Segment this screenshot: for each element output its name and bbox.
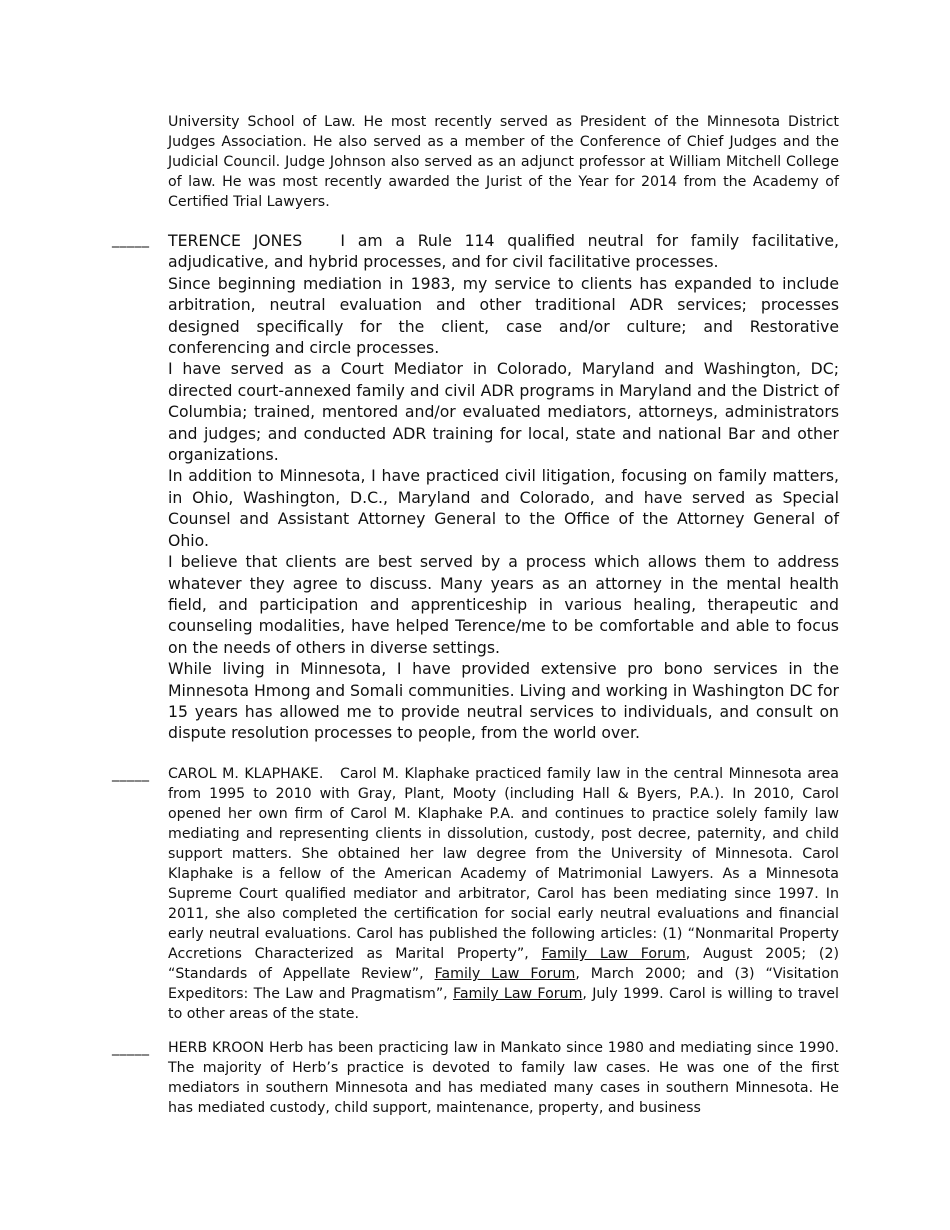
entry-name: HERB KROON <box>168 1040 265 1056</box>
entry-name: TERENCE JONES <box>168 231 303 250</box>
journal-title: Family Law Forum <box>452 986 583 1002</box>
entry-body <box>168 230 839 744</box>
entry-paragraph: While living in Minnesota, I have provided extensive pro bono services in the Minnesota Hmong and Somali communities. Living and working in Washington DC for 15 years has allowed me to provide neutral services to individuals, and consult on dispute resolution processes to people, from the world over. <box>168 659 839 743</box>
entry-body <box>168 1038 839 1118</box>
selection-blank: _____ <box>112 1040 150 1056</box>
journal-title: Family Law Forum <box>434 966 576 982</box>
entry-paragraph: HERB KROON Herb has been practicing law in Mankato since 1980 and mediating since 1990. The majority of Herb’s practice is devoted to family law cases. He was one of the first mediators in southern Minnesota and has mediated many cases in southern Minnesota. He has mediated custody, child support, maintenance, property, and business <box>168 1040 840 1116</box>
entry-paragraph: TERENCE JONES I am a Rule 114 qualified neutral for family facilitative, adjudicative, and hybrid processes, and for civil facilitative processes. <box>168 231 839 272</box>
entry-paragraph: I have served as a Court Mediator in Colorado, Maryland and Washington, DC; directed court-annexed family and civil ADR programs in Maryland and the District of Columbia; trained, mentored and/or evaluated mediators, attorneys, administrators and judges; and conducted ADR training for local, state and national Bar and other organizations. <box>168 359 839 465</box>
entry-body <box>168 764 839 1024</box>
entry-paragraph: I believe that clients are best served by a process which allows them to address whatever they agree to discuss. Many years as an attorney in the mental health field, and participation and apprenticeship in various healing, therapeutic and counseling modalities, have helped Terence/me to be comfortable and able to focus on the needs of others in diverse settings. <box>168 552 839 657</box>
intro-paragraph: University School of Law. He most recently served as President of the Minnesota District Judges Association. He also served as a member of the Conference of Chief Judges and the Judicial Council. Judge Johnson also served as an adjunct professor at William Mitchell College of law. He was most recently awarded the Jurist of the Year for 2014 from the Academy of Certified Trial Lawyers. <box>168 114 839 210</box>
entry-herb-kroon <box>112 1038 839 1118</box>
entry-paragraph: CAROL M. KLAPHAKE. Carol M. Klaphake practiced family law in the central Minnesota area from 1995 to 2010 with Gray, Plant, Mooty (including Hall & Byers, P.A.). In 2010, Carol opened her own firm of Carol M. Klaphake P.A. and continues to practice solely family law mediating and representing clients in dissolution, custody, post decree, paternity, and child support matters. She obtained her law degree from the University of Minnesota. Carol Klaphake is a fellow of the American Academy of Matrimonial Lawyers. As a Minnesota Supreme Court qualified mediator and arbitrator, Carol has been mediating since 1997. In 2011, she also completed the certification for social early neutral evaluations and financial early neutral evaluations. Carol has published the following articles: (1) “Nonmarital Property Accretions Characterized as Marital Property”, Family Law Forum, August 2005; (2) “Standards of Appellate Review”, Family Law Forum, March 2000; and (3) “Visitation Expeditors: The Law and Pragmatism”, Family Law Forum, July 1999. Carol is willing to travel to other areas of the state. <box>168 766 840 1022</box>
entry-paragraph: Since beginning mediation in 1983, my service to clients has expanded to include arbitration, neutral evaluation and other traditional ADR services; processes designed specifically for the client, case and/or culture; and Restorative conferencing and circle processes. <box>168 273 839 358</box>
entry-carol-klaphake <box>112 764 839 1024</box>
selection-blank: _____ <box>112 232 150 248</box>
entry-name: CAROL M. KLAPHAKE. <box>168 766 324 782</box>
selection-blank: _____ <box>112 766 150 782</box>
entry-terence-jones <box>112 230 839 744</box>
journal-title: Family Law Forum <box>541 946 686 962</box>
entry-paragraph: In addition to Minnesota, I have practiced civil litigation, focusing on family matters, in Ohio, Washington, D.C., Maryland and Colorado, and have served as Special Counsel and Assistant Attorney General to the Office of the Attorney General of Ohio. <box>168 466 839 550</box>
